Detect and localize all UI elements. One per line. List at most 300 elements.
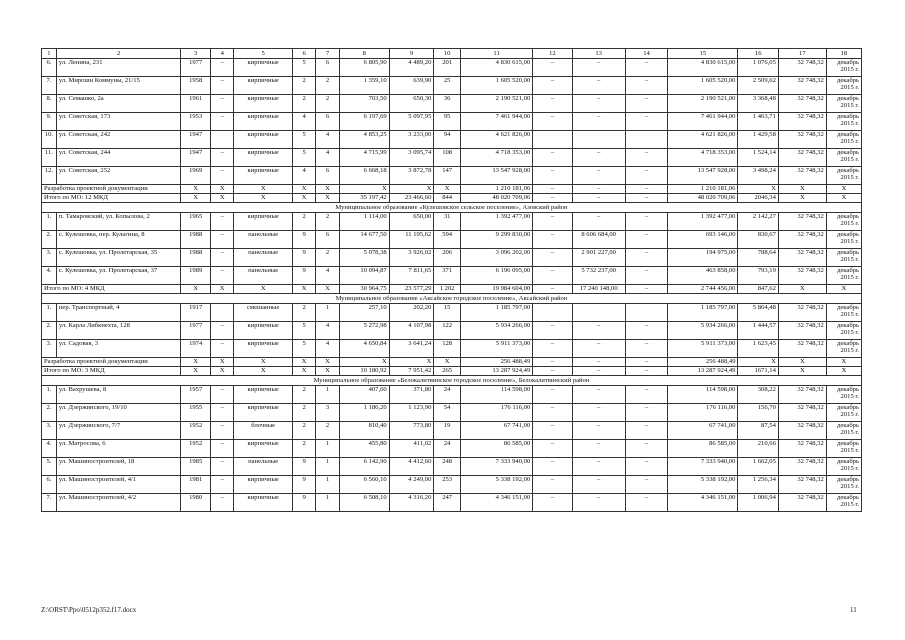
deadline-cell: декабрь 2015 г. bbox=[826, 304, 861, 322]
table-cell: – bbox=[533, 95, 572, 113]
address-cell: ул. Машиностроителей, 4/1 bbox=[56, 476, 180, 494]
address-cell: ул. Ленина, 231 bbox=[56, 59, 180, 77]
total-cell: – bbox=[625, 367, 668, 376]
total-cell: X bbox=[826, 185, 861, 194]
table-cell: 1961 bbox=[181, 95, 211, 113]
table-cell: 210,66 bbox=[738, 440, 778, 458]
table-cell: 1958 bbox=[181, 77, 211, 95]
table-cell: – bbox=[625, 476, 668, 494]
table-cell: – bbox=[211, 95, 234, 113]
total-label: Итого по МО: 12 МКД bbox=[42, 194, 181, 203]
total-cell: X bbox=[316, 285, 339, 294]
table-cell: 95 bbox=[434, 113, 461, 131]
table-cell: 9 bbox=[292, 494, 315, 512]
table-cell: 13 547 928,00 bbox=[668, 167, 738, 185]
table-cell: – bbox=[625, 59, 668, 77]
table-cell: – bbox=[625, 386, 668, 404]
address-cell: ул. Дзержинского, 7/7 bbox=[56, 422, 180, 440]
table-cell: 371 bbox=[434, 267, 461, 285]
table-cell: 1 bbox=[316, 476, 339, 494]
table-cell: 703,50 bbox=[339, 95, 389, 113]
total-cell: X bbox=[234, 185, 292, 194]
table-row bbox=[42, 322, 862, 340]
address-cell: с. Кулешовка, ул. Пролетарская, 37 bbox=[56, 267, 180, 285]
table-cell: 3 498,24 bbox=[738, 167, 778, 185]
deadline-cell: декабрь 2015 г. bbox=[826, 95, 861, 113]
table-cell: – bbox=[572, 213, 625, 231]
total-cell: – bbox=[625, 185, 668, 194]
total-cell: X bbox=[292, 367, 315, 376]
total-row bbox=[42, 194, 862, 203]
table-cell: 4 bbox=[316, 149, 339, 167]
table-cell: – bbox=[625, 422, 668, 440]
table-cell: 1 076,05 bbox=[738, 59, 778, 77]
deadline-cell: декабрь 2015 г. bbox=[826, 267, 861, 285]
table-cell: – bbox=[211, 458, 234, 476]
table-cell: – bbox=[572, 167, 625, 185]
table-cell: – bbox=[572, 494, 625, 512]
address-cell: ул. Советская, 252 bbox=[56, 167, 180, 185]
address-cell: ул. Дзержинского, 19/10 bbox=[56, 404, 180, 422]
table-cell: 10 094,87 bbox=[339, 267, 389, 285]
table-cell: 1965 bbox=[181, 213, 211, 231]
total-cell: X bbox=[316, 194, 339, 203]
table-cell: кирпичные bbox=[234, 59, 292, 77]
table-cell: 1 bbox=[316, 440, 339, 458]
total-cell: 35 197,42 bbox=[339, 194, 389, 203]
table-cell: 773,80 bbox=[389, 422, 434, 440]
column-number: 16 bbox=[738, 49, 778, 59]
table-cell: 32 748,32 bbox=[778, 95, 826, 113]
table-cell: – bbox=[533, 476, 572, 494]
table-cell: 253 bbox=[434, 476, 461, 494]
table-cell: 594 bbox=[434, 231, 461, 249]
table-cell: панельные bbox=[234, 249, 292, 267]
table-cell: 1 463,71 bbox=[738, 113, 778, 131]
table-cell: 4 bbox=[316, 322, 339, 340]
table-cell: 86 585,00 bbox=[460, 440, 532, 458]
table-row bbox=[42, 95, 862, 113]
table-cell: – bbox=[572, 95, 625, 113]
total-cell: 847,62 bbox=[738, 285, 778, 294]
table-cell: кирпичные bbox=[234, 213, 292, 231]
total-cell: 844 bbox=[434, 194, 461, 203]
table-cell: 32 748,32 bbox=[778, 386, 826, 404]
table-cell: 9 bbox=[292, 458, 315, 476]
total-label: Разработка проектной документации bbox=[42, 358, 181, 367]
table-cell: – bbox=[211, 167, 234, 185]
row-number-cell: 6. bbox=[42, 476, 57, 494]
deadline-cell: декабрь 2015 г. bbox=[826, 476, 861, 494]
table-cell: 9 bbox=[292, 267, 315, 285]
table-cell: 5 078,38 bbox=[339, 249, 389, 267]
table-cell: 32 748,32 bbox=[778, 77, 826, 95]
table-cell: 2 bbox=[316, 249, 339, 267]
table-cell: кирпичные bbox=[234, 113, 292, 131]
total-cell: X bbox=[316, 367, 339, 376]
table-cell: 830,67 bbox=[738, 231, 778, 249]
total-cell: X bbox=[316, 185, 339, 194]
table-cell: 1981 bbox=[181, 476, 211, 494]
table-cell: 32 748,32 bbox=[778, 249, 826, 267]
table-cell: кирпичные bbox=[234, 494, 292, 512]
table-cell: 5 bbox=[292, 322, 315, 340]
table-cell: – bbox=[572, 404, 625, 422]
table-cell: 9 bbox=[292, 249, 315, 267]
table-cell: – bbox=[572, 476, 625, 494]
total-cell: 7 951,42 bbox=[389, 367, 434, 376]
table-cell: 810,40 bbox=[339, 422, 389, 440]
table-cell: 5 bbox=[292, 340, 315, 358]
address-cell: ул. Советская, 242 bbox=[56, 131, 180, 149]
address-cell: пер. Транспортный, 4 bbox=[56, 304, 180, 322]
total-cell: 1 202 bbox=[434, 285, 461, 294]
table-cell: панельные bbox=[234, 267, 292, 285]
table-cell: 1974 bbox=[181, 340, 211, 358]
column-number: 18 bbox=[826, 49, 861, 59]
table-cell: 455,80 bbox=[339, 440, 389, 458]
row-number-cell: 7. bbox=[42, 494, 57, 512]
total-cell: X bbox=[738, 185, 778, 194]
row-number-cell: 6. bbox=[42, 59, 57, 77]
table-cell: 3 095,74 bbox=[389, 149, 434, 167]
table-cell: 308,22 bbox=[738, 386, 778, 404]
total-cell: X bbox=[292, 285, 315, 294]
table-cell: 67 741,00 bbox=[668, 422, 738, 440]
section-heading: Муниципальное образование «Белокалитвинское городское поселение», Белокалитвинский район bbox=[42, 376, 862, 386]
table-cell: – bbox=[533, 149, 572, 167]
table-cell: 1969 bbox=[181, 167, 211, 185]
address-cell: ул. Советская, 244 bbox=[56, 149, 180, 167]
table-cell: 31 bbox=[434, 213, 461, 231]
table-cell: 13 547 928,00 bbox=[460, 167, 532, 185]
table-cell: 86 585,00 bbox=[668, 440, 738, 458]
total-cell: X bbox=[778, 194, 826, 203]
table-cell: 9 299 830,00 bbox=[460, 231, 532, 249]
table-cell: 2 bbox=[292, 404, 315, 422]
row-number-cell: 1. bbox=[42, 213, 57, 231]
column-number: 6 bbox=[292, 49, 315, 59]
row-number-cell: 12. bbox=[42, 167, 57, 185]
table-row bbox=[42, 340, 862, 358]
table-row bbox=[42, 113, 862, 131]
total-cell: X bbox=[234, 358, 292, 367]
table-cell: 32 748,32 bbox=[778, 59, 826, 77]
table-cell: смешанные bbox=[234, 304, 292, 322]
total-cell: 48 020 709,06 bbox=[460, 194, 532, 203]
row-number-cell: 2. bbox=[42, 322, 57, 340]
total-cell: – bbox=[533, 194, 572, 203]
row-number-cell: 4. bbox=[42, 267, 57, 285]
address-cell: ул. Вахрушева, 8 bbox=[56, 386, 180, 404]
deadline-cell: декабрь 2015 г. bbox=[826, 113, 861, 131]
table-cell: 32 748,32 bbox=[778, 440, 826, 458]
table-cell bbox=[625, 131, 668, 149]
table-cell: 257,10 bbox=[339, 304, 389, 322]
table-cell: – bbox=[533, 494, 572, 512]
total-cell: X bbox=[181, 194, 211, 203]
table-cell: 407,60 bbox=[339, 386, 389, 404]
table-cell: 2 bbox=[316, 77, 339, 95]
table-cell: 25 bbox=[434, 77, 461, 95]
table-cell: 94 bbox=[434, 131, 461, 149]
table-cell: 3 bbox=[316, 404, 339, 422]
address-cell: ул. Матросова, 6 bbox=[56, 440, 180, 458]
table-cell: 6 560,10 bbox=[339, 476, 389, 494]
table-cell: 6 bbox=[316, 167, 339, 185]
row-number-cell: 8. bbox=[42, 95, 57, 113]
row-number-cell: 2. bbox=[42, 404, 57, 422]
table-cell: 15 bbox=[434, 304, 461, 322]
table-cell: 176 116,00 bbox=[460, 404, 532, 422]
table-cell: 11 195,62 bbox=[389, 231, 434, 249]
table-cell: – bbox=[211, 404, 234, 422]
housing-repair-table bbox=[41, 48, 862, 512]
table-cell: – bbox=[572, 113, 625, 131]
table-cell: 5 732 237,00 bbox=[572, 267, 625, 285]
total-cell: 23 466,60 bbox=[389, 194, 434, 203]
table-cell: кирпичные bbox=[234, 386, 292, 404]
total-cell: – bbox=[533, 285, 572, 294]
total-cell: X bbox=[826, 194, 861, 203]
table-cell: 32 748,32 bbox=[778, 322, 826, 340]
table-cell: – bbox=[625, 340, 668, 358]
table-row bbox=[42, 458, 862, 476]
deadline-cell: декабрь 2015 г. bbox=[826, 77, 861, 95]
table-cell: 6 bbox=[316, 113, 339, 131]
table-cell: 6 508,10 bbox=[339, 494, 389, 512]
column-number: 17 bbox=[778, 49, 826, 59]
table-cell: 4 718 353,00 bbox=[460, 149, 532, 167]
table-row bbox=[42, 213, 862, 231]
table-cell: – bbox=[572, 440, 625, 458]
total-cell: 1671,14 bbox=[738, 367, 778, 376]
table-cell: 3 368,48 bbox=[738, 95, 778, 113]
table-cell: 6 196 095,00 bbox=[460, 267, 532, 285]
total-row bbox=[42, 185, 862, 194]
table-cell: 9 bbox=[292, 231, 315, 249]
table-cell: 4 bbox=[316, 131, 339, 149]
table-cell: – bbox=[625, 440, 668, 458]
total-row bbox=[42, 367, 862, 376]
table-cell: 24 bbox=[434, 440, 461, 458]
table-cell: 156,70 bbox=[738, 404, 778, 422]
table-cell: 4 718 353,00 bbox=[668, 149, 738, 167]
table-cell: – bbox=[572, 386, 625, 404]
total-cell: X bbox=[778, 185, 826, 194]
table-cell bbox=[533, 131, 572, 149]
section-heading-row bbox=[42, 294, 862, 304]
column-number: 9 bbox=[389, 49, 434, 59]
table-cell: 4 249,00 bbox=[389, 476, 434, 494]
total-cell: X bbox=[778, 285, 826, 294]
table-cell: 1917 bbox=[181, 304, 211, 322]
address-cell: ул. Садовая, 3 bbox=[56, 340, 180, 358]
table-cell: – bbox=[211, 77, 234, 95]
table-cell: 5 864,48 bbox=[738, 304, 778, 322]
table-cell: – bbox=[625, 213, 668, 231]
deadline-cell: декабрь 2015 г. bbox=[826, 149, 861, 167]
total-cell: X bbox=[211, 285, 234, 294]
table-cell: 4 412,60 bbox=[389, 458, 434, 476]
table-cell: 793,19 bbox=[738, 267, 778, 285]
column-number: 14 bbox=[625, 49, 668, 59]
table-cell: 1947 bbox=[181, 149, 211, 167]
table-cell: – bbox=[533, 340, 572, 358]
address-cell: ул. Машиностроителей, 4/2 bbox=[56, 494, 180, 512]
table-cell: кирпичные bbox=[234, 440, 292, 458]
table-cell: 1 bbox=[316, 304, 339, 322]
total-cell: X bbox=[211, 358, 234, 367]
table-cell: – bbox=[533, 167, 572, 185]
table-cell: – bbox=[572, 77, 625, 95]
table-cell: 1 bbox=[316, 458, 339, 476]
total-cell: X bbox=[292, 194, 315, 203]
table-cell: 1 bbox=[316, 494, 339, 512]
address-cell: ул. Мирошн Коммуны, 21/15 bbox=[56, 77, 180, 95]
section-heading: Муниципальное образование «Кулешовское сельское поселение», Азовский район bbox=[42, 203, 862, 213]
table-row bbox=[42, 422, 862, 440]
table-cell: 32 748,32 bbox=[778, 340, 826, 358]
table-cell bbox=[533, 304, 572, 322]
table-cell: – bbox=[211, 386, 234, 404]
table-row bbox=[42, 59, 862, 77]
column-number: 8 bbox=[339, 49, 389, 59]
total-cell: X bbox=[181, 367, 211, 376]
table-cell: 4 853,25 bbox=[339, 131, 389, 149]
total-cell: 2 744 456,00 bbox=[668, 285, 738, 294]
column-number: 11 bbox=[460, 49, 532, 59]
deadline-cell: декабрь 2015 г. bbox=[826, 131, 861, 149]
address-cell: с. Кулешовка, ул. Пролетарская, 35 bbox=[56, 249, 180, 267]
total-cell: X bbox=[389, 185, 434, 194]
column-number: 5 bbox=[234, 49, 292, 59]
table-cell: – bbox=[211, 494, 234, 512]
table-cell: 1 bbox=[316, 386, 339, 404]
table-cell: 7 461 944,00 bbox=[668, 113, 738, 131]
table-cell: 1988 bbox=[181, 231, 211, 249]
total-cell: X bbox=[389, 358, 434, 367]
table-cell: 4 621 826,00 bbox=[460, 131, 532, 149]
table-cell: 32 748,32 bbox=[778, 458, 826, 476]
table-cell: 2 bbox=[292, 386, 315, 404]
table-cell: 1 185 797,00 bbox=[668, 304, 738, 322]
page-number: 11 bbox=[850, 606, 857, 614]
table-cell: 7 461 944,00 bbox=[460, 113, 532, 131]
table-cell: – bbox=[533, 386, 572, 404]
row-number-cell: 7. bbox=[42, 77, 57, 95]
table-cell: 4 bbox=[316, 267, 339, 285]
table-cell: 32 748,32 bbox=[778, 404, 826, 422]
total-cell: 13 287 924,49 bbox=[460, 367, 532, 376]
table-cell: 650,00 bbox=[389, 213, 434, 231]
deadline-cell: декабрь 2015 г. bbox=[826, 59, 861, 77]
total-cell: X bbox=[778, 367, 826, 376]
table-cell: 5 911 373,00 bbox=[460, 340, 532, 358]
total-cell: X bbox=[181, 185, 211, 194]
total-cell: X bbox=[826, 367, 861, 376]
table-cell: 6 668,18 bbox=[339, 167, 389, 185]
table-cell: – bbox=[533, 113, 572, 131]
table-cell: 1 186,20 bbox=[339, 404, 389, 422]
table-cell: 32 748,32 bbox=[778, 213, 826, 231]
table-cell: – bbox=[211, 422, 234, 440]
total-cell: 17 240 148,00 bbox=[572, 285, 625, 294]
table-cell: – bbox=[211, 59, 234, 77]
table-cell bbox=[572, 304, 625, 322]
table-cell: 3 641,24 bbox=[389, 340, 434, 358]
total-cell: X bbox=[778, 358, 826, 367]
total-cell: X bbox=[339, 185, 389, 194]
table-cell: – bbox=[211, 267, 234, 285]
total-label: Итого по МО: 3 МКД bbox=[42, 367, 181, 376]
deadline-cell: декабрь 2015 г. bbox=[826, 249, 861, 267]
table-cell: 6 805,90 bbox=[339, 59, 389, 77]
table-cell: 4 830 615,00 bbox=[460, 59, 532, 77]
total-cell: 30 964,75 bbox=[339, 285, 389, 294]
table-row bbox=[42, 149, 862, 167]
row-number-cell: 5. bbox=[42, 458, 57, 476]
total-cell: X bbox=[826, 285, 861, 294]
table-cell: – bbox=[625, 458, 668, 476]
table-cell: 1 359,10 bbox=[339, 77, 389, 95]
table-cell bbox=[572, 131, 625, 149]
table-row bbox=[42, 386, 862, 404]
total-cell: – bbox=[625, 285, 668, 294]
table-cell: 32 748,32 bbox=[778, 494, 826, 512]
table-cell: 4 489,20 bbox=[389, 59, 434, 77]
section-heading-row bbox=[42, 376, 862, 386]
total-cell: – bbox=[572, 185, 625, 194]
table-cell: – bbox=[625, 322, 668, 340]
table-cell: 1985 bbox=[181, 458, 211, 476]
table-cell: 1 429,58 bbox=[738, 131, 778, 149]
table-cell: 1952 bbox=[181, 422, 211, 440]
row-number-cell: 1. bbox=[42, 304, 57, 322]
table-cell: 6 bbox=[316, 231, 339, 249]
address-cell: ул. Машиностроителей, 18 bbox=[56, 458, 180, 476]
table-cell: кирпичные bbox=[234, 476, 292, 494]
total-cell: 256 488,49 bbox=[460, 358, 532, 367]
table-cell: 1 392 477,00 bbox=[668, 213, 738, 231]
total-cell: X bbox=[181, 358, 211, 367]
column-number: 15 bbox=[668, 49, 738, 59]
table-cell: 201 bbox=[434, 59, 461, 77]
total-row bbox=[42, 358, 862, 367]
table-cell: 3 872,78 bbox=[389, 167, 434, 185]
table-cell: 4 346 151,00 bbox=[668, 494, 738, 512]
table-cell: 1947 bbox=[181, 131, 211, 149]
total-cell: 256 488,49 bbox=[668, 358, 738, 367]
total-cell: – bbox=[572, 367, 625, 376]
table-cell: 1988 bbox=[181, 249, 211, 267]
table-cell: – bbox=[625, 113, 668, 131]
table-cell: 1 256,34 bbox=[738, 476, 778, 494]
table-cell: 2 509,02 bbox=[738, 77, 778, 95]
table-cell: 1977 bbox=[181, 59, 211, 77]
table-cell: 2 bbox=[292, 213, 315, 231]
table-cell: 1 605 520,00 bbox=[460, 77, 532, 95]
address-cell: с. Кулешовка, пер. Кулагина, 8 bbox=[56, 231, 180, 249]
total-cell: X bbox=[211, 194, 234, 203]
total-cell: X bbox=[234, 367, 292, 376]
deadline-cell: декабрь 2015 г. bbox=[826, 494, 861, 512]
table-cell: 5 911 373,00 bbox=[668, 340, 738, 358]
total-cell: X bbox=[181, 285, 211, 294]
row-number-cell: 2. bbox=[42, 231, 57, 249]
table-cell: – bbox=[625, 231, 668, 249]
table-cell: 1 114,00 bbox=[339, 213, 389, 231]
